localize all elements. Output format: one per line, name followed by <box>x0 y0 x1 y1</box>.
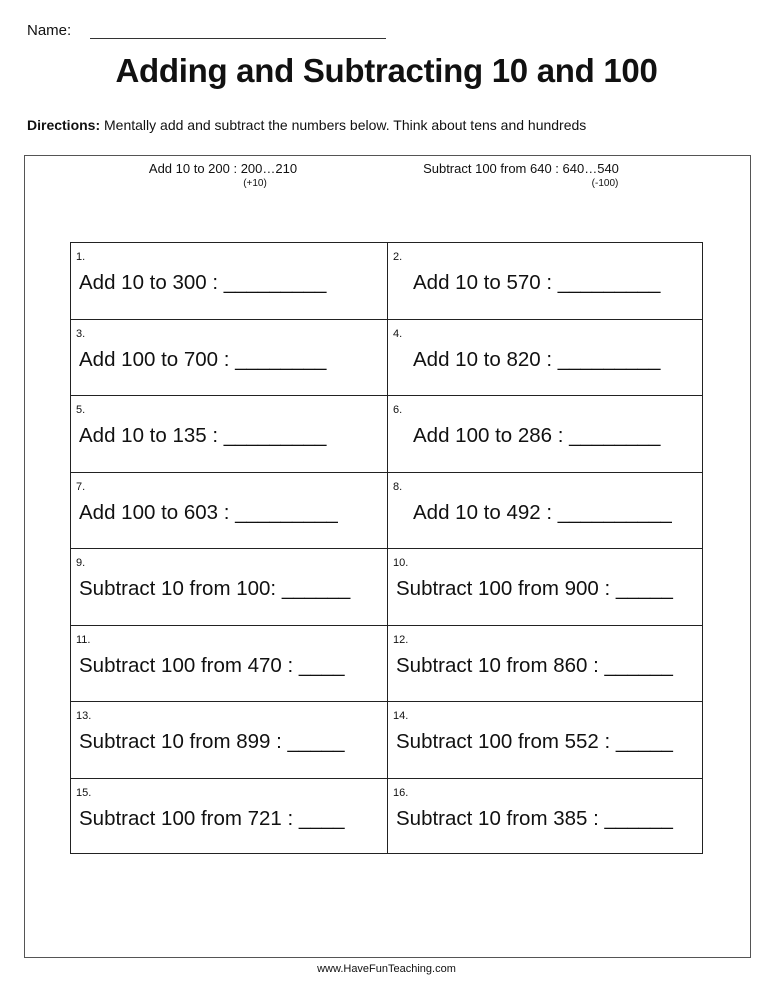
problem-cell <box>70 548 387 625</box>
problem-text: Add 10 to 135 : _________ <box>79 424 327 447</box>
problem-text: Subtract 10 from 860 : ______ <box>396 653 673 677</box>
problem-number: 2. <box>393 251 403 263</box>
example-add-text: Add 10 to 200 : 200…210 <box>148 161 298 176</box>
problem-cell <box>387 701 703 778</box>
problem-cell <box>70 395 387 472</box>
problem-number: 10. <box>393 557 409 569</box>
problem-cell <box>387 625 703 702</box>
problem-number: 15. <box>76 786 92 799</box>
example-subtract <box>394 161 648 189</box>
problem-number: 9. <box>76 557 86 569</box>
problem-cell <box>387 778 703 855</box>
directions-text: Mentally add and subtract the numbers below. Think about tens and hundreds <box>100 117 587 133</box>
name-label: Name: <box>27 22 72 39</box>
page-title: Adding and Subtracting 10 and 100 <box>115 52 658 89</box>
problem-text: Subtract 100 from 552 : _____ <box>396 730 673 753</box>
directions <box>27 117 586 133</box>
problem-text: Add 10 to 820 : _________ <box>413 347 661 371</box>
problem-text: Add 10 to 570 : _________ <box>413 271 661 294</box>
problem-cell <box>387 395 703 472</box>
problem-number: 1. <box>76 251 86 263</box>
problem-number: 14. <box>393 710 409 722</box>
name-field[interactable] <box>90 38 386 39</box>
problem-number: 12. <box>393 633 409 646</box>
problem-number: 3. <box>76 327 86 340</box>
problem-text: Subtract 100 from 470 : ____ <box>79 653 345 677</box>
problem-cell <box>70 778 387 855</box>
problem-text: Add 100 to 700 : ________ <box>79 347 327 371</box>
problem-number: 16. <box>393 786 409 799</box>
problem-text: Subtract 10 from 899 : _____ <box>79 730 345 753</box>
example-subtract-hint: (-100) <box>591 178 619 189</box>
example-add-hint: (+10) <box>243 178 267 189</box>
problem-cell <box>387 319 703 396</box>
problem-text: Add 10 to 492 : __________ <box>413 500 672 524</box>
problem-number: 7. <box>76 480 86 493</box>
example-subtract-text: Subtract 100 from 640 : 640…540 <box>423 161 619 176</box>
footer-url: www.HaveFunTeaching.com <box>317 963 456 975</box>
example-add <box>110 161 336 189</box>
problem-text: Subtract 10 from 385 : ______ <box>396 806 673 830</box>
problem-text: Add 100 to 603 : _________ <box>79 500 338 524</box>
problem-number: 13. <box>76 710 92 722</box>
problem-cell <box>387 472 703 549</box>
problem-grid <box>70 242 703 854</box>
problem-number: 8. <box>393 480 403 493</box>
problem-text: Add 10 to 300 : _________ <box>79 271 327 294</box>
problem-text: Subtract 100 from 900 : _____ <box>396 577 673 600</box>
problem-number: 4. <box>393 327 403 340</box>
problem-number: 11. <box>76 633 91 646</box>
problem-number: 5. <box>76 404 86 416</box>
problem-text: Add 100 to 286 : ________ <box>413 424 661 447</box>
problem-text: Subtract 100 from 721 : ____ <box>79 806 345 830</box>
problem-cell <box>70 319 387 396</box>
problem-cell <box>387 242 703 319</box>
problem-cell <box>387 548 703 625</box>
problem-cell <box>70 242 387 319</box>
problem-cell <box>70 701 387 778</box>
directions-label: Directions: <box>27 117 101 133</box>
problem-text: Subtract 10 from 100: ______ <box>79 577 351 600</box>
problem-cell <box>70 472 387 549</box>
problem-cell <box>70 625 387 702</box>
problem-number: 6. <box>393 404 403 416</box>
